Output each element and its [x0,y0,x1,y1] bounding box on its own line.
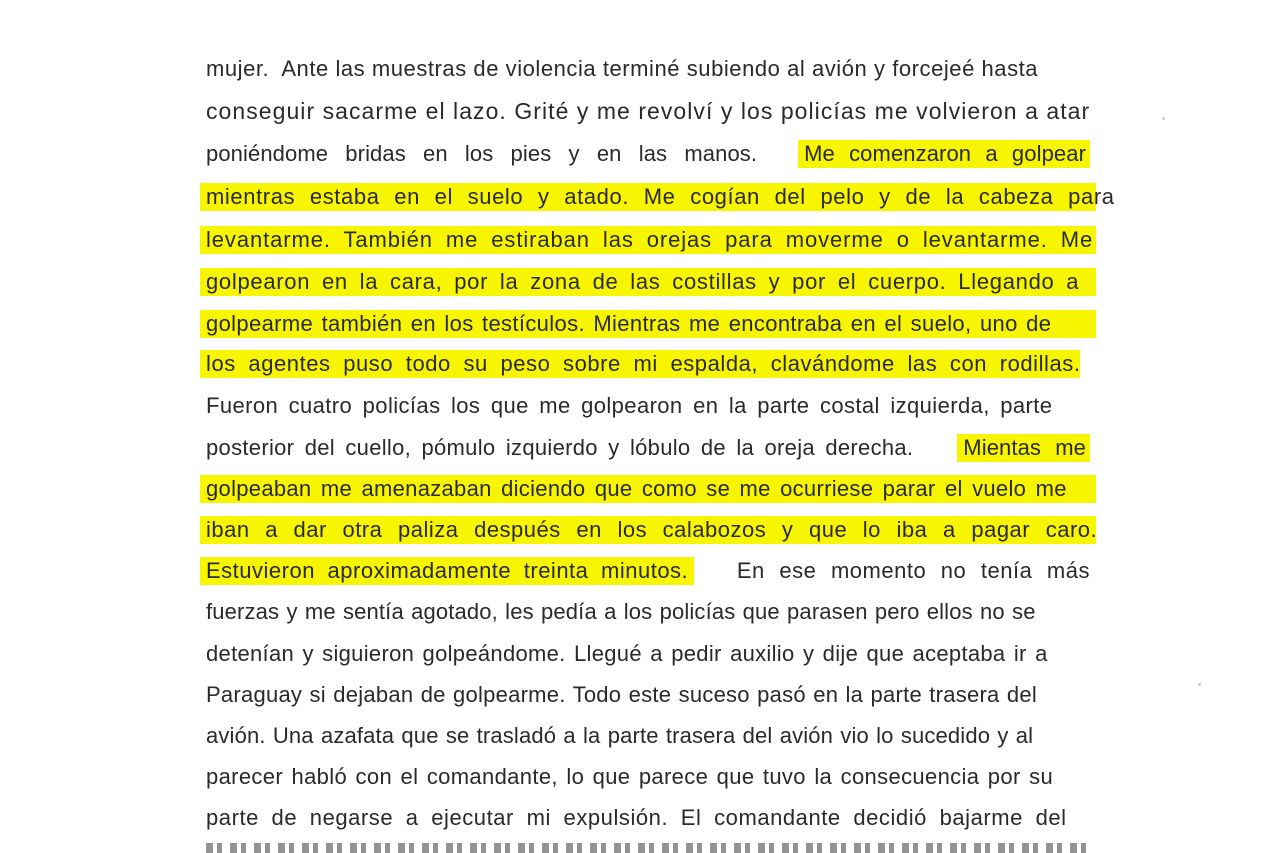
text-line-6 [200,268,1096,296]
text-line-16 [206,681,1090,709]
line-text: fuerzas y me sentía agotado, les pedía a los policías que parasen pero ellos no se [206,599,1036,624]
text-line-1 [206,55,1090,83]
scan-speck [1198,683,1201,686]
text-line-7 [200,310,1096,338]
highlighted-text: los agentes puso todo su peso sobre mi espalda, clavándome las con rodillas. [206,351,1081,376]
text-line-4 [200,183,1115,211]
line-text: conseguir sacarme el lazo. Grité y me revolví y los policías me volvieron a atar [206,98,1091,124]
text-line-14 [206,598,1090,626]
highlighted-text: golpearme también en los testículos. Mientras me encontraba en el suelo, uno de [206,311,1052,336]
highlighted-text: iban a dar otra paliza después en los calabozos y que lo iba a pagar caro. [206,517,1098,542]
highlighted-text: golpeaban me amenazaban diciendo que como se me ocurriese parar el vuelo me [206,476,1067,501]
text-line-18 [206,763,1090,791]
line-text: poniéndome bridas en los pies y en las manos. [206,141,758,166]
line-text: En ese momento no tenía más [736,558,1090,583]
line-text: avión. Una azafata que se trasladó a la parte trasera del avión vio lo sucedido y al [206,723,1034,748]
scan-speck [1162,117,1165,120]
highlighted-text: golpearon en la cara, por la zona de las costillas y por el cuerpo. Llegando a [206,269,1080,294]
text-line-3 [206,140,1090,168]
text-line-15 [206,640,1090,668]
highlighted-text: mientras estaba en el suelo y atado. Me cogían del pelo y de la cabeza para [206,184,1115,209]
highlighted-text: Mientas me [957,434,1090,462]
line-text-partial [206,843,1086,853]
text-line-12 [200,516,1096,544]
line-text: mujer. Ante las muestras de violencia terminé subiendo al avión y forcejeé hasta [206,56,1039,81]
text-line-10 [206,434,1090,462]
highlighted-text: Me comenzaron a golpear [798,140,1090,168]
text-line-2 [206,97,1090,125]
text-line-17 [206,722,1090,750]
text-line-13 [206,557,1090,585]
text-line-5 [200,226,1096,254]
text-line-9 [206,392,1090,420]
line-text: parte de negarse a ejecutar mi expulsión. El comandante decidió bajarme del [206,805,1067,830]
text-line-8 [200,350,1080,378]
text-line-19 [206,804,1090,832]
text-line-11 [200,475,1096,503]
line-text: parecer habló con el comandante, lo que parece que tuvo la consecuencia por su [206,764,1054,789]
line-text: posterior del cuello, pómulo izquierdo y lóbulo de la oreja derecha. [206,435,914,460]
line-text: Paraguay si dejaban de golpearme. Todo este suceso pasó en la parte trasera del [206,682,1037,707]
text-line-cut-off [206,842,1090,853]
highlighted-text: levantarme. También me estiraban las orejas para moverme o levantarme. Me [206,227,1094,252]
line-text: Fueron cuatro policías los que me golpearon en la parte costal izquierda, parte [206,393,1053,418]
line-text: detenían y siguieron golpeándome. Llegué a pedir auxilio y dije que aceptaba ir a [206,641,1048,666]
highlighted-text: Estuvieron aproximadamente treinta minutos. [200,557,694,585]
